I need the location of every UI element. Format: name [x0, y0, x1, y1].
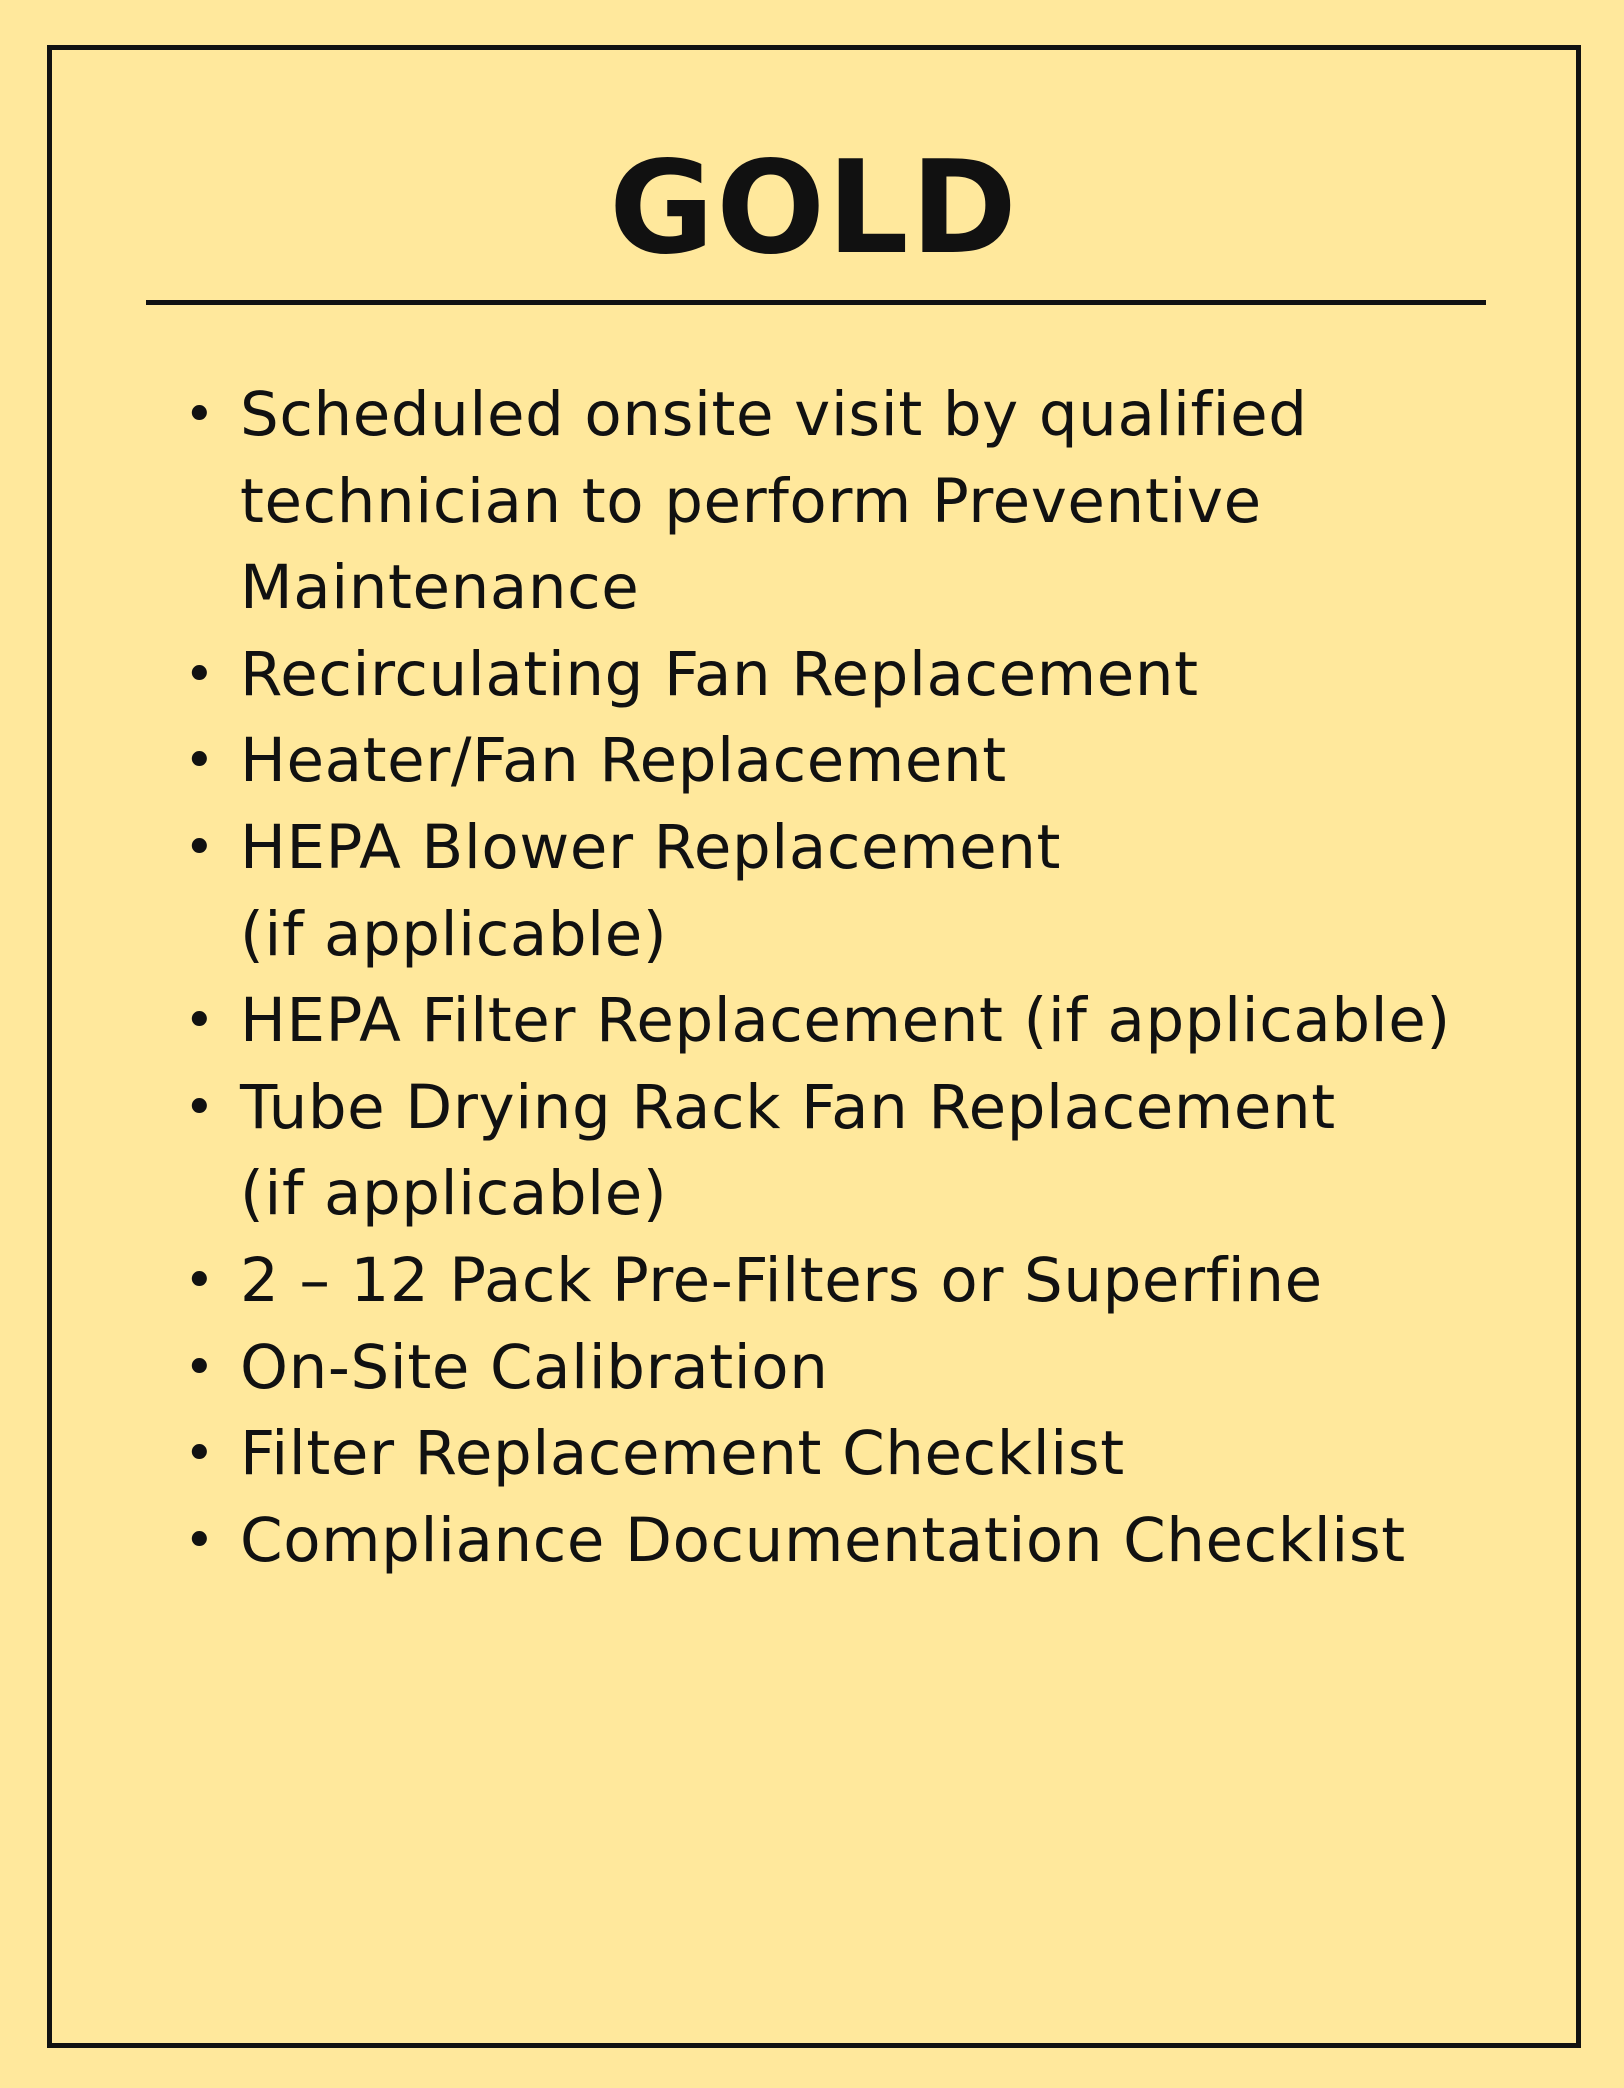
list-item-text: On-Site Calibration [240, 1331, 829, 1403]
bullet-icon: • [184, 817, 216, 878]
feature-list [142, 372, 1552, 1584]
list-item [142, 978, 1552, 1065]
bullet-icon: • [184, 385, 216, 445]
list-item [142, 1065, 1552, 1238]
list-item-text: Filter Replacement Checklist [240, 1418, 1125, 1490]
list-item [142, 372, 1552, 632]
list-item [142, 1411, 1552, 1498]
list-item [142, 632, 1552, 719]
list-item-text: Compliance Documentation Checklist [240, 1504, 1406, 1576]
list-item-text: technician to perform Preventive [240, 465, 1262, 537]
bullet-icon: • [184, 1424, 216, 1485]
bullet-icon: • [184, 991, 216, 1052]
list-item-text: 2 – 12 Pack Pre-Filters or Superfine [240, 1244, 1323, 1316]
list-item-text: Scheduled onsite visit by qualified [240, 379, 1308, 450]
bullet-icon: • [184, 644, 216, 705]
bullet-icon: • [184, 1250, 216, 1311]
gold-plan-card [47, 45, 1581, 2048]
list-item [142, 718, 1552, 805]
list-item [142, 1498, 1552, 1585]
plan-title: GOLD [609, 134, 1019, 283]
list-item-text: HEPA Filter Replacement (if applicable) [240, 985, 1451, 1057]
list-item [142, 1325, 1552, 1412]
bullet-icon: • [184, 1510, 216, 1571]
bullet-icon: • [184, 1077, 216, 1138]
list-item-text: Recirculating Fan Replacement [240, 638, 1199, 710]
list-item [142, 805, 1552, 978]
list-item-text: (if applicable) [240, 898, 668, 970]
list-item-text: Heater/Fan Replacement [240, 725, 1007, 797]
list-item [142, 1238, 1552, 1325]
list-item-text: HEPA Blower Replacement [240, 811, 1062, 883]
title-divider [146, 300, 1486, 305]
list-item-text: Maintenance [240, 552, 640, 624]
list-item-text: (if applicable) [240, 1158, 668, 1230]
list-item-text: Tube Drying Rack Fan Replacement [240, 1071, 1336, 1143]
bullet-icon: • [184, 731, 216, 792]
bullet-icon: • [184, 1337, 216, 1398]
